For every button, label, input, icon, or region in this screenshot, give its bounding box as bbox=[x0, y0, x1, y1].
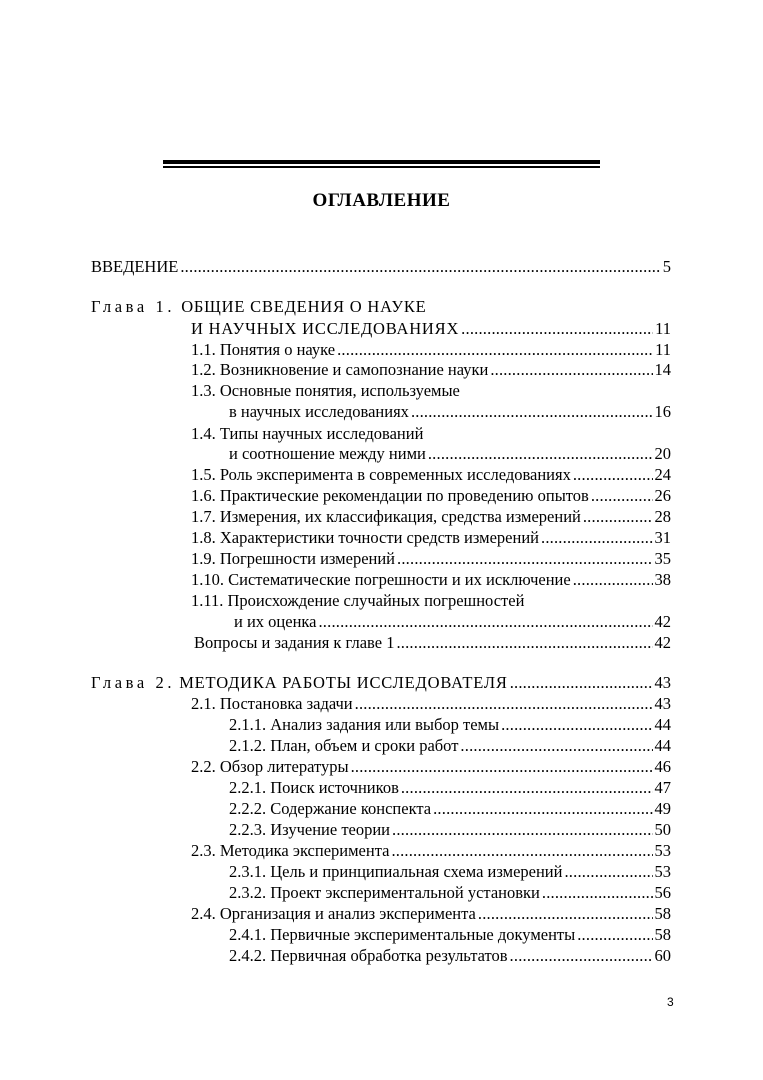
toc-entry-page: 50 bbox=[654, 820, 671, 839]
toc-entry-page: 53 bbox=[654, 862, 671, 881]
toc-entry-text: 1.10. Систематические погрешности и их исключение bbox=[191, 570, 571, 589]
toc-entry-page: 49 bbox=[654, 799, 671, 818]
toc-entry bbox=[229, 882, 671, 904]
toc-entry-page: 42 bbox=[654, 612, 671, 631]
toc-entry bbox=[194, 632, 671, 654]
toc-entry-text: и соотношение между ними bbox=[229, 444, 426, 463]
dot-leader bbox=[490, 359, 652, 381]
toc-entry-text: 1.1. Понятия о науке bbox=[191, 340, 336, 359]
toc-entry-page: 60 bbox=[654, 946, 671, 965]
toc-entry bbox=[191, 506, 671, 528]
toc-entry-page: 28 bbox=[654, 507, 671, 526]
toc-entry bbox=[229, 861, 671, 883]
toc-entry-page: 5 bbox=[662, 257, 671, 276]
dot-leader bbox=[180, 256, 660, 278]
dot-leader bbox=[460, 735, 652, 757]
toc-entry-text: 2.3. Методика эксперимента bbox=[191, 841, 390, 860]
toc-entry bbox=[191, 548, 671, 570]
page-title: ОГЛАВЛЕНИЕ bbox=[312, 190, 451, 211]
chapter2-title-group bbox=[91, 672, 508, 694]
toc-entry-text: 2.2.2. Содержание конспекта bbox=[229, 799, 432, 818]
toc-entry bbox=[229, 443, 671, 465]
toc-entry-page: 31 bbox=[654, 528, 671, 547]
dot-leader bbox=[541, 527, 653, 549]
toc-entry-text: 2.1. Постановка задачи bbox=[191, 694, 353, 713]
toc-entry bbox=[229, 735, 671, 757]
dot-leader bbox=[337, 339, 653, 361]
chapter1-title-row bbox=[191, 318, 671, 340]
toc-entry-page: 24 bbox=[654, 465, 671, 484]
dot-leader bbox=[433, 798, 652, 820]
dot-leader bbox=[542, 882, 653, 904]
toc-entry-text: 2.1.2. План, объем и сроки работ bbox=[229, 736, 459, 755]
toc-entry bbox=[191, 339, 671, 361]
toc-entry-text: 2.4. Организация и анализ эксперимента bbox=[191, 904, 476, 923]
toc-entry-text: 1.5. Роль эксперимента в современных исследованиях bbox=[191, 465, 571, 484]
toc-entry bbox=[229, 777, 671, 799]
toc-entry-page: 47 bbox=[654, 778, 671, 797]
dot-leader bbox=[401, 777, 653, 799]
toc-entry-page: 43 bbox=[654, 694, 671, 713]
toc-entry bbox=[191, 693, 671, 715]
toc-entry-page: 35 bbox=[654, 549, 671, 568]
dot-leader bbox=[318, 611, 652, 633]
toc-entry-page: 26 bbox=[654, 486, 671, 505]
toc-entry-page: 11 bbox=[655, 319, 671, 338]
chapter2-prefix: Глава 2. bbox=[91, 673, 176, 692]
dot-leader bbox=[397, 548, 652, 570]
toc-entry-page: 44 bbox=[654, 736, 671, 755]
double-rule-thin bbox=[163, 166, 600, 168]
double-rule-thick bbox=[163, 160, 600, 164]
toc-entry-text: 2.2. Обзор литературы bbox=[191, 757, 349, 776]
toc-entry bbox=[229, 819, 671, 841]
dot-leader bbox=[411, 401, 653, 423]
dot-leader bbox=[577, 924, 652, 946]
dot-leader bbox=[351, 756, 653, 778]
toc-entry-page: 44 bbox=[654, 715, 671, 734]
dot-leader bbox=[396, 632, 652, 654]
dot-leader bbox=[392, 819, 652, 841]
toc-entry-text: 2.1.1. Анализ задания или выбор темы bbox=[229, 715, 500, 734]
toc-entry-page: 53 bbox=[654, 841, 671, 860]
toc-entry bbox=[229, 714, 671, 736]
toc-entry-page: 16 bbox=[654, 402, 671, 421]
toc-entry-page: 11 bbox=[655, 340, 671, 359]
page-number: 3 bbox=[667, 995, 674, 1009]
toc-entry-text: в научных исследованиях bbox=[229, 402, 409, 421]
toc-entry-text: 1.6. Практические рекомендации по проведению опытов bbox=[191, 486, 589, 505]
toc-entry-page: 38 bbox=[654, 570, 671, 589]
toc-entry-page: 58 bbox=[654, 925, 671, 944]
toc-entry bbox=[229, 401, 671, 423]
toc-entry bbox=[191, 903, 671, 925]
toc-entry-text: 1.7. Измерения, их классификация, средства измерений bbox=[191, 507, 581, 526]
toc-entry bbox=[229, 798, 671, 820]
dot-leader bbox=[573, 569, 653, 591]
toc-entry bbox=[191, 756, 671, 778]
toc-entry-text: и их оценка bbox=[234, 612, 317, 631]
dot-leader bbox=[428, 443, 653, 465]
toc-entry-intro bbox=[91, 256, 671, 278]
dot-leader bbox=[591, 485, 653, 507]
toc-entry-text: 1.9. Погрешности измерений bbox=[191, 549, 396, 568]
dot-leader bbox=[510, 672, 653, 694]
toc-entry bbox=[191, 569, 671, 591]
toc-entry bbox=[234, 611, 671, 633]
toc-entry-page: 46 bbox=[654, 757, 671, 776]
chapter1-title-line1: ОБЩИЕ СВЕДЕНИЯ О НАУКЕ bbox=[181, 297, 427, 316]
toc-entry-page: 14 bbox=[654, 360, 671, 379]
toc-entry-text: 2.4.2. Первичная обработка результатов bbox=[229, 946, 508, 965]
dot-leader bbox=[391, 840, 652, 862]
dot-leader bbox=[461, 318, 653, 340]
chapter2-title: МЕТОДИКА РАБОТЫ ИССЛЕДОВАТЕЛЯ bbox=[179, 673, 508, 692]
toc-entry-line1: 1.3. Основные понятия, используемые bbox=[191, 381, 460, 400]
toc-entry-text: 2.2.1. Поиск источников bbox=[229, 778, 399, 797]
toc-entry-text: 2.2.3. Изучение теории bbox=[229, 820, 391, 839]
toc-entry-text: 2.4.1. Первичные экспериментальные документы bbox=[229, 925, 576, 944]
toc-entry-line1: 1.11. Происхождение случайных погрешностей bbox=[191, 591, 525, 610]
chapter1-prefix: Глава 1. bbox=[91, 297, 176, 316]
toc-entry-text: Вопросы и задания к главе 1 bbox=[194, 633, 395, 652]
toc-entry bbox=[229, 924, 671, 946]
toc-entry bbox=[191, 359, 671, 381]
toc-entry bbox=[229, 945, 671, 967]
toc-entry-text: 2.3.1. Цель и принципиальная схема измерений bbox=[229, 862, 563, 881]
toc-entry-text: ВВЕДЕНИЕ bbox=[91, 257, 179, 276]
dot-leader bbox=[583, 506, 653, 528]
toc-entry-page: 20 bbox=[654, 444, 671, 463]
dot-leader bbox=[501, 714, 652, 736]
toc-entry-text: 1.8. Характеристики точности средств измерений bbox=[191, 528, 539, 547]
toc-entry-page: 43 bbox=[654, 673, 671, 692]
chapter1-heading bbox=[91, 296, 427, 318]
dot-leader bbox=[478, 903, 653, 925]
dot-leader bbox=[564, 861, 652, 883]
toc-entry-page: 58 bbox=[654, 904, 671, 923]
dot-leader bbox=[355, 693, 653, 715]
toc-entry bbox=[191, 464, 671, 486]
toc-entry-page: 56 bbox=[654, 883, 671, 902]
dot-leader bbox=[573, 464, 653, 486]
chapter1-title-line2: И НАУЧНЫХ ИССЛЕДОВАНИЯХ bbox=[191, 319, 460, 338]
toc-entry-text: 1.2. Возникновение и самопознание науки bbox=[191, 360, 489, 379]
toc-entry-page: 42 bbox=[654, 633, 671, 652]
toc-entry-line1: 1.4. Типы научных исследований bbox=[191, 424, 424, 443]
toc-entry bbox=[191, 840, 671, 862]
toc-entry-text: 2.3.2. Проект экспериментальной установки bbox=[229, 883, 540, 902]
chapter2-heading bbox=[91, 672, 671, 694]
toc-entry bbox=[191, 527, 671, 549]
dot-leader bbox=[510, 945, 653, 967]
toc-entry bbox=[191, 485, 671, 507]
